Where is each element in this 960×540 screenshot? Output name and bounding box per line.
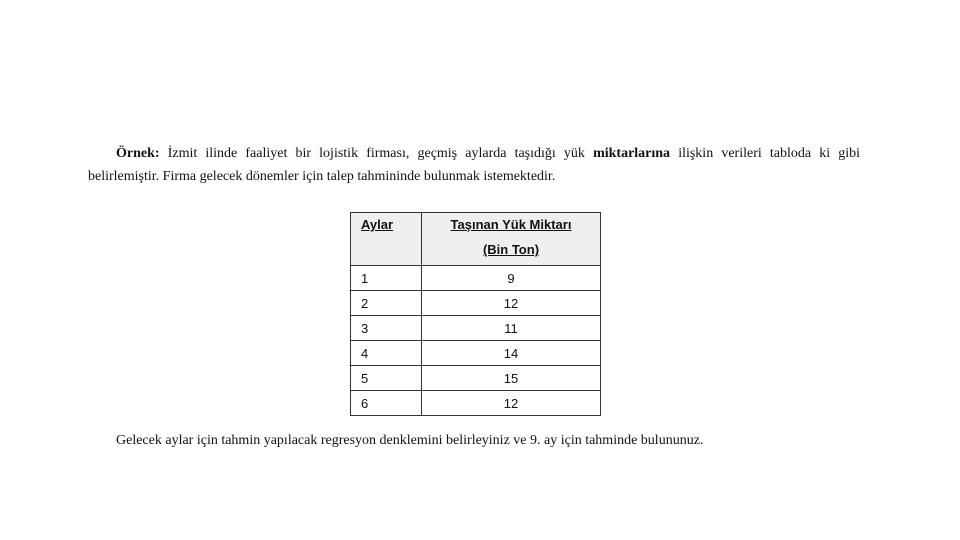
table-row	[351, 266, 601, 291]
month-cell: 1	[351, 266, 422, 291]
intro-text-before: İzmit ilinde faaliyet bir lojistik firması, geçmiş aylarda taşıdığı yük	[167, 146, 594, 161]
load-cell: 12	[422, 291, 601, 316]
table-row	[351, 316, 601, 341]
intro-paragraph	[88, 142, 860, 188]
intro-text-after: ilişkin verileri tabloda ki gibi belirlemiştir. Firma gelecek dönemler için talep tahmininde bulunmak istemektedir.	[88, 146, 861, 184]
month-cell: 6	[351, 391, 422, 416]
load-cell: 15	[422, 366, 601, 391]
month-cell: 2	[351, 291, 422, 316]
load-cell: 11	[422, 316, 601, 341]
table-row	[351, 391, 601, 416]
table-header-row	[351, 213, 601, 266]
load-cell: 9	[422, 266, 601, 291]
table-row	[351, 341, 601, 366]
load-header	[422, 213, 601, 266]
question-paragraph: Gelecek aylar için tahmin yapılacak regresyon denklemini belirleyiniz ve 9. ay için tahminde bulununuz.	[116, 433, 704, 448]
example-label: Örnek:	[116, 146, 160, 161]
table-row	[351, 291, 601, 316]
load-header-title: Taşınan Yük Miktarı	[450, 217, 572, 232]
month-cell: 4	[351, 341, 422, 366]
month-cell: 5	[351, 366, 422, 391]
month-header: Aylar	[351, 213, 422, 266]
month-cell: 3	[351, 316, 422, 341]
load-cell: 14	[422, 341, 601, 366]
table-row	[351, 366, 601, 391]
load-data-table	[350, 212, 601, 416]
load-header-unit: (Bin Ton)	[482, 242, 540, 257]
load-cell: 12	[422, 391, 601, 416]
intro-bold-word: miktarlarına	[593, 146, 671, 161]
